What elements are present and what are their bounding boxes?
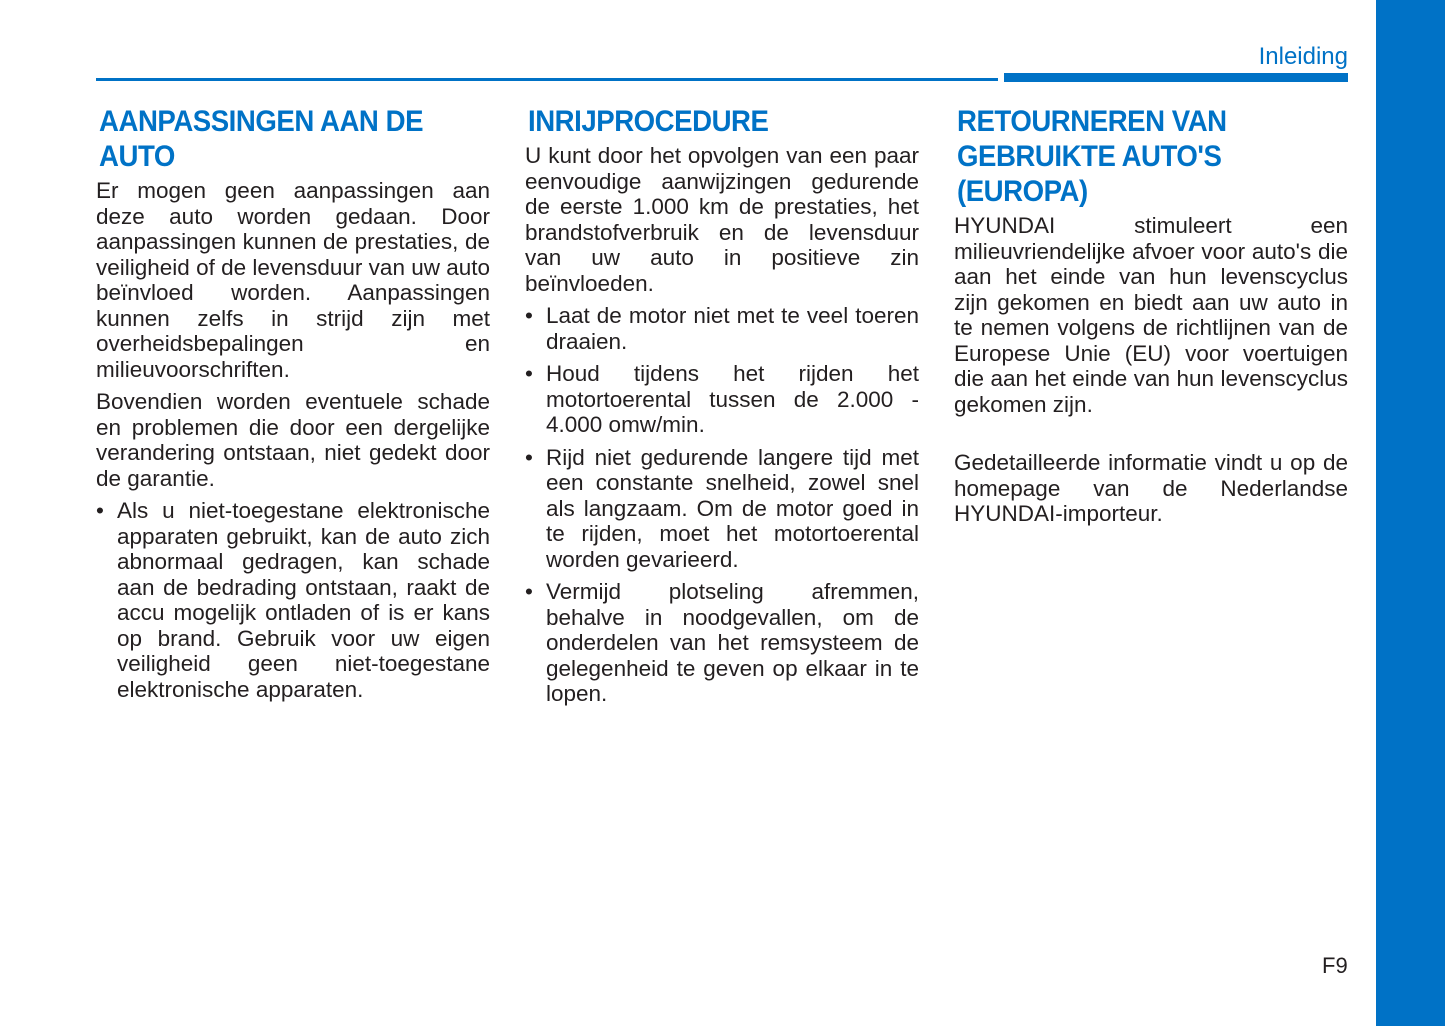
paragraph: Er mogen geen aanpassingen aan deze auto worden gedaan. Door aanpassingen kunnen de prestaties, de veiligheid of de levensduur van uw auto beïnvloed worden. Aanpassingen kunnen zelfs in strijd zijn met overheidsbepalingen en milieuvoorschriften.	[96, 178, 491, 382]
column-modifications	[96, 104, 490, 709]
paragraph: Bovendien worden eventuele schade en problemen die door een dergelijke verandering ontstaan, niet gedekt door de garantie.	[96, 389, 490, 491]
paragraph: Gedetailleerde informatie vindt u op de homepage van de Nederlandse HYUNDAI-importeur.	[954, 450, 1348, 526]
header-rule	[96, 78, 998, 81]
column-break-in	[525, 104, 919, 714]
header-rule-thick	[1004, 73, 1348, 82]
list-item: • Vermijd plotseling afremmen, behalve in noodgevallen, om de onderdelen van het remsysteem de gelegenheid te geven op elkaar in te lopen.	[525, 579, 919, 707]
chapter-tab-bar	[1376, 0, 1445, 1026]
paragraph: HYUNDAI stimuleert een milieuvriendelijke afvoer voor auto's die aan het einde van hun levenscyclus zijn gekomen en biedt aan uw auto in te nemen volgens de richtlijnen van de Europese Unie (EU) voor voertuigen die aan het einde van hun levenscyclus gekomen zijn.	[954, 213, 1348, 417]
list-item: • Houd tijdens het rijden het motortoerental tussen de 2.000 - 4.000 omw/min.	[525, 361, 919, 438]
list-item: • Als u niet-toegestane elektronische apparaten gebruikt, kan de auto zich abnormaal gedragen, kan schade aan de bedrading ontstaan, raakt de accu mogelijk ontladen of is er kans op brand. Gebruik voor uw eigen veiligheid geen niet-toegestane elektronische apparaten.	[96, 498, 490, 702]
list-item: • Rijd niet gedurende langere tijd met een constante snelheid, zowel snel als langzaam. Om de motor goed in te rijden, moet het motortoerental worden gevarieerd.	[525, 445, 919, 573]
heading-break-in: INRIJPROCEDURE	[528, 105, 769, 138]
heading-modifications: AANPASSINGEN AAN DE AUTO	[99, 105, 424, 173]
heading-return-vehicles: RETOURNEREN VAN GEBRUIKTE AUTO'S (EUROPA)	[957, 105, 1227, 208]
bullet-list	[96, 498, 490, 702]
list-item: • Laat de motor niet met te veel toeren draaien.	[525, 303, 919, 354]
bullet-list	[525, 303, 919, 707]
section-title: Inleiding	[1258, 43, 1348, 70]
paragraph: U kunt door het opvolgen van een paar eenvoudige aanwijzingen gedurende de eerste 1.000 km de prestaties, het brandstofverbruik en de levensduur van uw auto in positieve zin beïnvloeden.	[525, 143, 919, 296]
page-number: F9	[1322, 953, 1348, 978]
column-return-vehicles	[954, 104, 1348, 534]
